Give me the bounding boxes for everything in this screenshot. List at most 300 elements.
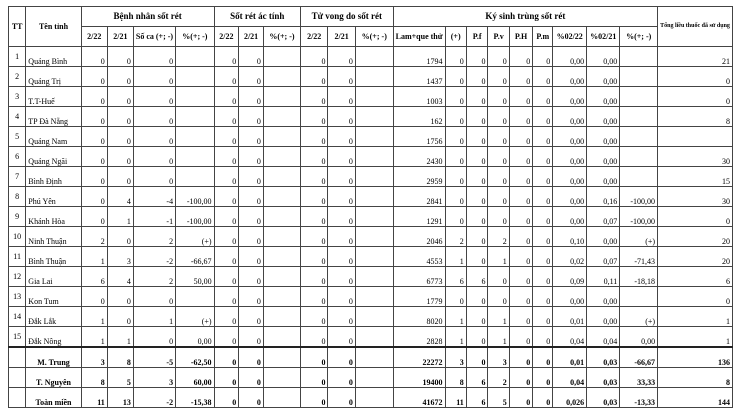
cell-pm: 0 — [533, 207, 553, 227]
header-province: Tên tỉnh — [26, 7, 81, 47]
cell-name: Khánh Hòa — [26, 207, 81, 227]
table-row — [9, 247, 733, 267]
cell-ppct — [176, 87, 214, 107]
cell-pf: 6 — [466, 267, 488, 287]
cell-pv: 0 — [488, 107, 509, 127]
cell-pm: 0 — [533, 67, 553, 87]
cell-pv: 0 — [488, 67, 509, 87]
cell-name: Quảng Nam — [26, 127, 81, 147]
cell-ppct: -66,67 — [176, 247, 214, 267]
cell-d222: 0 — [300, 107, 327, 127]
cell-k221: 0,03 — [587, 368, 620, 388]
cell-k221: 0,00 — [587, 47, 620, 67]
cell-d222: 0 — [300, 187, 327, 207]
cell-ph: 0 — [509, 327, 532, 348]
cell-k221: 0,00 — [587, 167, 620, 187]
cell-p221: 1 — [107, 207, 133, 227]
cell-pos: 0 — [445, 167, 466, 187]
cell-pf: 0 — [466, 247, 488, 267]
cell-ph: 0 — [509, 167, 532, 187]
cell-name: Quảng Bình — [26, 47, 81, 67]
cell-p222: 6 — [81, 267, 107, 287]
cell-d221: 0 — [328, 87, 355, 107]
cell-tt: 15 — [9, 327, 26, 348]
cell-ppct: -100,00 — [176, 187, 214, 207]
cell-kpct — [620, 107, 658, 127]
cell-pf: 0 — [466, 227, 488, 247]
cell-kpct: -71,43 — [620, 247, 658, 267]
cell-k221: 0,16 — [587, 187, 620, 207]
cell-tt: 8 — [9, 187, 26, 207]
cell-s221: 0 — [239, 227, 264, 247]
cell-lam: 22272 — [393, 347, 445, 368]
subheader-s-221: 2/21 — [239, 27, 264, 47]
cell-spct — [263, 287, 300, 307]
cell-k221: 0,00 — [587, 147, 620, 167]
cell-ppct — [176, 147, 214, 167]
cell-k222: 0,00 — [553, 87, 587, 107]
cell-d221: 0 — [328, 227, 355, 247]
cell-spct — [263, 167, 300, 187]
cell-soca: 0 — [133, 327, 175, 348]
cell-total — [658, 127, 733, 147]
cell-pos: 0 — [445, 207, 466, 227]
cell-s221: 0 — [239, 307, 264, 327]
cell-dpct — [355, 267, 393, 287]
cell-pm: 0 — [533, 368, 553, 388]
subheader-k-pv: P.v — [488, 27, 509, 47]
subheader-k-pct: %(+; -) — [620, 27, 658, 47]
cell-pv: 0 — [488, 267, 509, 287]
cell-name: Kon Tum — [26, 287, 81, 307]
cell-s221: 0 — [239, 47, 264, 67]
cell-pos: 2 — [445, 227, 466, 247]
cell-kpct: (+) — [620, 227, 658, 247]
cell-p221: 0 — [107, 307, 133, 327]
cell-d222: 0 — [300, 347, 327, 368]
cell-tt: 4 — [9, 107, 26, 127]
cell-s222: 0 — [214, 247, 239, 267]
cell-name: Ninh Thuận — [26, 227, 81, 247]
cell-tt: 1 — [9, 47, 26, 67]
cell-ppct: 50,00 — [176, 267, 214, 287]
table-row — [9, 107, 733, 127]
cell-p221: 4 — [107, 267, 133, 287]
cell-p221: 0 — [107, 167, 133, 187]
cell-s221: 0 — [239, 247, 264, 267]
cell-d222: 0 — [300, 247, 327, 267]
cell-spct — [263, 247, 300, 267]
cell-p222: 0 — [81, 87, 107, 107]
cell-dpct — [355, 127, 393, 147]
cell-spct — [263, 267, 300, 287]
cell-s221: 0 — [239, 67, 264, 87]
cell-p221: 1 — [107, 327, 133, 348]
cell-pos: 1 — [445, 327, 466, 348]
cell-p222: 11 — [81, 388, 107, 408]
cell-lam: 2828 — [393, 327, 445, 348]
cell-k222: 0,02 — [553, 247, 587, 267]
summary-row — [9, 368, 733, 388]
cell-kpct: (+) — [620, 307, 658, 327]
subheader-p-221: 2/21 — [107, 27, 133, 47]
header-tt: TT — [9, 7, 26, 47]
cell-total: 1 — [658, 327, 733, 348]
cell-p221: 13 — [107, 388, 133, 408]
cell-pos: 6 — [445, 267, 466, 287]
cell-d222: 0 — [300, 147, 327, 167]
cell-spct — [263, 127, 300, 147]
cell-k222: 0,01 — [553, 307, 587, 327]
cell-pf: 0 — [466, 167, 488, 187]
cell-s221: 0 — [239, 87, 264, 107]
cell-d222: 0 — [300, 87, 327, 107]
cell-spct — [263, 207, 300, 227]
cell-pos: 1 — [445, 247, 466, 267]
cell-pos: 11 — [445, 388, 466, 408]
cell-pf: 6 — [466, 388, 488, 408]
cell-pf: 0 — [466, 67, 488, 87]
cell-pm: 0 — [533, 107, 553, 127]
cell-pf: 0 — [466, 307, 488, 327]
cell-lam: 6773 — [393, 267, 445, 287]
cell-pm: 0 — [533, 87, 553, 107]
cell-lam: 1779 — [393, 287, 445, 307]
cell-p221: 0 — [107, 87, 133, 107]
cell-k221: 0,00 — [587, 87, 620, 107]
cell-soca: 0 — [133, 167, 175, 187]
cell-s222: 0 — [214, 368, 239, 388]
subheader-s-222: 2/22 — [214, 27, 239, 47]
cell-ppct: 0,00 — [176, 327, 214, 348]
cell-s221: 0 — [239, 347, 264, 368]
cell-d222: 0 — [300, 307, 327, 327]
cell-tt: 14 — [9, 307, 26, 327]
cell-dpct — [355, 107, 393, 127]
cell-pm: 0 — [533, 147, 553, 167]
cell-ph: 0 — [509, 127, 532, 147]
table-row — [9, 127, 733, 147]
cell-p221: 0 — [107, 67, 133, 87]
cell-d221: 0 — [328, 307, 355, 327]
cell-dpct — [355, 47, 393, 67]
cell-pv: 5 — [488, 388, 509, 408]
subheader-p-pct: %(+; -) — [176, 27, 214, 47]
cell-s222: 0 — [214, 147, 239, 167]
cell-pv: 0 — [488, 207, 509, 227]
cell-pos: 0 — [445, 147, 466, 167]
cell-kpct: 0,00 — [620, 327, 658, 348]
cell-d222: 0 — [300, 267, 327, 287]
cell-total: 6 — [658, 267, 733, 287]
cell-spct — [263, 87, 300, 107]
cell-p222: 0 — [81, 187, 107, 207]
cell-pm: 0 — [533, 307, 553, 327]
cell-pm: 0 — [533, 347, 553, 368]
table-row — [9, 87, 733, 107]
cell-tt: 5 — [9, 127, 26, 147]
cell-pos: 3 — [445, 347, 466, 368]
cell-lam: 2959 — [393, 167, 445, 187]
cell-dpct — [355, 67, 393, 87]
cell-p221: 0 — [107, 47, 133, 67]
cell-ppct — [176, 287, 214, 307]
cell-pos: 0 — [445, 287, 466, 307]
cell-dpct — [355, 147, 393, 167]
cell-tt: 2 — [9, 67, 26, 87]
subheader-k-pm: P.m — [533, 27, 553, 47]
cell-p221: 4 — [107, 187, 133, 207]
cell-k221: 0,00 — [587, 127, 620, 147]
cell-s221: 0 — [239, 287, 264, 307]
subheader-d-pct: %(+; -) — [355, 27, 393, 47]
cell-s221: 0 — [239, 107, 264, 127]
cell-d221: 0 — [328, 127, 355, 147]
cell-k222: 0,00 — [553, 67, 587, 87]
cell-pm: 0 — [533, 267, 553, 287]
subheader-k-pos: (+) — [445, 27, 466, 47]
cell-spct — [263, 327, 300, 348]
table-row — [9, 47, 733, 67]
cell-spct — [263, 67, 300, 87]
cell-tt — [9, 347, 26, 368]
subheader-p-soca: Số ca (+; -) — [133, 27, 175, 47]
cell-k221: 0,11 — [587, 267, 620, 287]
cell-name: TP Đà Nẵng — [26, 107, 81, 127]
cell-s221: 0 — [239, 267, 264, 287]
cell-k222: 0,00 — [553, 147, 587, 167]
cell-ppct: -100,00 — [176, 207, 214, 227]
cell-total: 8 — [658, 368, 733, 388]
cell-ph: 0 — [509, 207, 532, 227]
cell-pf: 0 — [466, 107, 488, 127]
cell-d221: 0 — [328, 107, 355, 127]
cell-p222: 0 — [81, 107, 107, 127]
cell-lam: 4553 — [393, 247, 445, 267]
cell-kpct: -13,33 — [620, 388, 658, 408]
header-severe: Sốt rét ác tính — [214, 7, 300, 27]
cell-name: T. Nguyên — [26, 368, 81, 388]
cell-p222: 2 — [81, 227, 107, 247]
cell-d221: 0 — [328, 327, 355, 348]
cell-name: Phú Yên — [26, 187, 81, 207]
cell-soca: -1 — [133, 207, 175, 227]
cell-k221: 0,00 — [587, 287, 620, 307]
cell-ppct — [176, 107, 214, 127]
cell-pf: 0 — [466, 327, 488, 348]
cell-spct — [263, 187, 300, 207]
cell-s222: 0 — [214, 187, 239, 207]
cell-d222: 0 — [300, 127, 327, 147]
cell-tt: 3 — [9, 87, 26, 107]
cell-soca: 0 — [133, 127, 175, 147]
table-row — [9, 187, 733, 207]
cell-name: Quảng Ngãi — [26, 147, 81, 167]
cell-k222: 0,01 — [553, 347, 587, 368]
cell-ph: 0 — [509, 307, 532, 327]
cell-k221: 0,03 — [587, 388, 620, 408]
cell-s222: 0 — [214, 227, 239, 247]
cell-soca: 0 — [133, 67, 175, 87]
cell-soca: -4 — [133, 187, 175, 207]
cell-k222: 0,00 — [553, 127, 587, 147]
cell-kpct — [620, 67, 658, 87]
header-patients: Bệnh nhân sốt rét — [81, 7, 214, 27]
cell-k221: 0,04 — [587, 327, 620, 348]
cell-pf: 0 — [466, 87, 488, 107]
cell-kpct: 33,33 — [620, 368, 658, 388]
cell-ppct — [176, 67, 214, 87]
cell-dpct — [355, 287, 393, 307]
cell-d221: 0 — [328, 207, 355, 227]
cell-pv: 0 — [488, 47, 509, 67]
cell-d221: 0 — [328, 267, 355, 287]
cell-total: 136 — [658, 347, 733, 368]
cell-ph: 0 — [509, 47, 532, 67]
cell-pf: 0 — [466, 347, 488, 368]
cell-d222: 0 — [300, 287, 327, 307]
subheader-k-ph: P.H — [509, 27, 532, 47]
cell-s222: 0 — [214, 388, 239, 408]
cell-d221: 0 — [328, 147, 355, 167]
cell-k222: 0,10 — [553, 227, 587, 247]
cell-name: Gia Lai — [26, 267, 81, 287]
malaria-report-table — [8, 6, 733, 408]
cell-kpct — [620, 147, 658, 167]
cell-pv: 0 — [488, 127, 509, 147]
cell-k221: 0,00 — [587, 227, 620, 247]
cell-p221: 0 — [107, 147, 133, 167]
cell-ph: 0 — [509, 67, 532, 87]
cell-spct — [263, 47, 300, 67]
summary-row — [9, 388, 733, 408]
cell-total: 0 — [658, 287, 733, 307]
cell-total: 0 — [658, 87, 733, 107]
cell-p222: 0 — [81, 47, 107, 67]
cell-tt — [9, 388, 26, 408]
cell-s221: 0 — [239, 388, 264, 408]
cell-ppct: (+) — [176, 227, 214, 247]
cell-pm: 0 — [533, 227, 553, 247]
cell-ph: 0 — [509, 227, 532, 247]
cell-ppct — [176, 127, 214, 147]
cell-ppct — [176, 167, 214, 187]
cell-lam: 8020 — [393, 307, 445, 327]
cell-spct — [263, 307, 300, 327]
cell-p222: 1 — [81, 307, 107, 327]
cell-soca: -5 — [133, 347, 175, 368]
cell-dpct — [355, 368, 393, 388]
cell-kpct: -100,00 — [620, 207, 658, 227]
table-row — [9, 267, 733, 287]
table-row — [9, 167, 733, 187]
cell-s221: 0 — [239, 368, 264, 388]
cell-name: Toàn miền — [26, 388, 81, 408]
cell-d222: 0 — [300, 167, 327, 187]
table-row — [9, 207, 733, 227]
cell-lam: 1003 — [393, 87, 445, 107]
cell-pf: 0 — [466, 287, 488, 307]
cell-d221: 0 — [328, 388, 355, 408]
cell-s222: 0 — [214, 47, 239, 67]
table-body — [9, 47, 733, 408]
summary-row — [9, 347, 733, 368]
cell-pf: 0 — [466, 207, 488, 227]
cell-pf: 0 — [466, 147, 488, 167]
cell-pos: 8 — [445, 368, 466, 388]
table-row — [9, 287, 733, 307]
cell-name: Đắk Nông — [26, 327, 81, 348]
cell-k222: 0,04 — [553, 368, 587, 388]
cell-s222: 0 — [214, 267, 239, 287]
cell-lam: 2841 — [393, 187, 445, 207]
table-row — [9, 147, 733, 167]
cell-pv: 0 — [488, 167, 509, 187]
cell-lam: 2430 — [393, 147, 445, 167]
cell-pv: 0 — [488, 87, 509, 107]
cell-total: 20 — [658, 247, 733, 267]
cell-k221: 0,07 — [587, 207, 620, 227]
cell-d221: 0 — [328, 187, 355, 207]
cell-s221: 0 — [239, 167, 264, 187]
cell-name: Bình Thuận — [26, 247, 81, 267]
cell-k222: 0,00 — [553, 207, 587, 227]
cell-total: 30 — [658, 187, 733, 207]
cell-dpct — [355, 388, 393, 408]
cell-s221: 0 — [239, 207, 264, 227]
cell-pv: 3 — [488, 347, 509, 368]
cell-ph: 0 — [509, 247, 532, 267]
cell-k222: 0,00 — [553, 287, 587, 307]
cell-spct — [263, 147, 300, 167]
cell-dpct — [355, 227, 393, 247]
cell-ppct: (+) — [176, 307, 214, 327]
cell-p222: 1 — [81, 327, 107, 348]
cell-d221: 0 — [328, 368, 355, 388]
cell-p222: 0 — [81, 207, 107, 227]
cell-name: Bình Định — [26, 167, 81, 187]
cell-ppct — [176, 47, 214, 67]
subheader-d-221: 2/21 — [328, 27, 355, 47]
cell-pv: 0 — [488, 187, 509, 207]
cell-ph: 0 — [509, 147, 532, 167]
cell-kpct — [620, 87, 658, 107]
cell-tt: 10 — [9, 227, 26, 247]
cell-pm: 0 — [533, 47, 553, 67]
cell-lam: 1794 — [393, 47, 445, 67]
cell-total: 21 — [658, 47, 733, 67]
cell-spct — [263, 368, 300, 388]
cell-dpct — [355, 167, 393, 187]
table-row — [9, 307, 733, 327]
cell-lam: 1291 — [393, 207, 445, 227]
cell-kpct — [620, 47, 658, 67]
cell-s222: 0 — [214, 67, 239, 87]
cell-pos: 1 — [445, 307, 466, 327]
cell-d222: 0 — [300, 207, 327, 227]
cell-s222: 0 — [214, 127, 239, 147]
cell-s221: 0 — [239, 147, 264, 167]
cell-s222: 0 — [214, 307, 239, 327]
cell-kpct: -66,67 — [620, 347, 658, 368]
cell-ph: 0 — [509, 287, 532, 307]
cell-pv: 0 — [488, 147, 509, 167]
cell-p221: 0 — [107, 107, 133, 127]
cell-soca: 2 — [133, 227, 175, 247]
cell-s222: 0 — [214, 347, 239, 368]
cell-k222: 0,00 — [553, 187, 587, 207]
table-row — [9, 227, 733, 247]
